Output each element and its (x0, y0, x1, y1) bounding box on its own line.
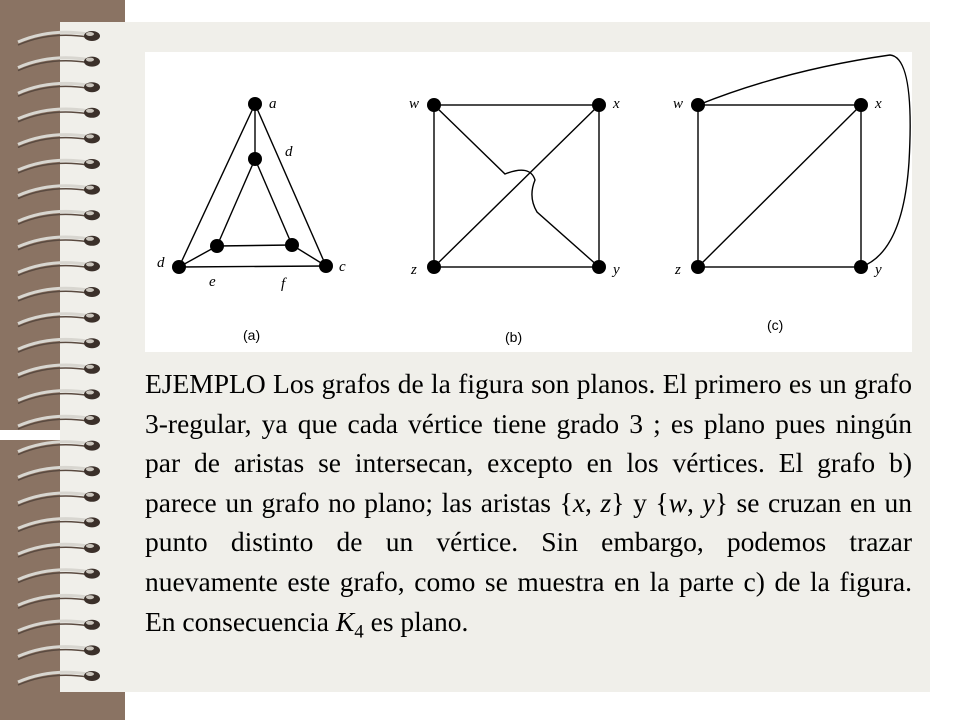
graph-a-caption: (a) (243, 327, 261, 343)
graph-c-vertex (691, 98, 705, 112)
caption-mid: } y { (611, 486, 669, 518)
spiral-ring (18, 441, 100, 455)
graph-a-vertex (248, 97, 262, 111)
spiral-ring (18, 108, 100, 122)
graph-a-vertex (210, 239, 224, 253)
spiral-ring (18, 287, 100, 301)
graph-a-vertex (248, 152, 262, 166)
spiral-binding (10, 20, 110, 700)
spiral-ring (18, 338, 100, 352)
caption-comma: , (585, 486, 601, 518)
graph-a-label-f: f (281, 276, 286, 292)
graph-a-label-d: d (157, 255, 165, 271)
spiral-ring (18, 620, 100, 634)
graph-a-label-e: e (209, 274, 216, 290)
graph-b-vertex (592, 260, 606, 274)
spiral-ring (18, 415, 100, 429)
graph-c (698, 55, 910, 267)
spiral-ring (18, 261, 100, 275)
graph-c-vertex (854, 98, 868, 112)
spiral-ring (18, 543, 100, 557)
graph-b-vertex (427, 260, 441, 274)
graph-c-edge-zx (698, 105, 861, 267)
var-w: w (668, 486, 687, 518)
graph-a-vertex (172, 260, 186, 274)
graph-c-caption: (c) (767, 317, 784, 333)
graph-a-label-a: a (269, 96, 277, 112)
spiral-ring (18, 236, 100, 250)
spiral-ring (18, 82, 100, 96)
spiral-ring (18, 185, 100, 199)
figure-panel (145, 52, 912, 352)
graph-a (179, 104, 326, 267)
graph-b-caption: (b) (505, 329, 523, 345)
graph-c-label-x: x (875, 96, 882, 112)
spiral-ring (18, 389, 100, 403)
spiral-ring (18, 57, 100, 71)
graph-c-label-w: w (673, 96, 684, 112)
spiral-ring (18, 313, 100, 327)
caption-comma: , (686, 486, 703, 518)
graph-c-vertex (854, 260, 868, 274)
caption-part-2: } se cruzan en un punto distinto de un vértice. Sin embargo, podemos trazar nuevamente este grafo, como se muestra en la parte c) de la figura. En consecuencia (145, 486, 913, 637)
spiral-ring (18, 31, 100, 45)
graph-a-label-c: c (339, 259, 346, 275)
graph-c-label-y: y (875, 262, 882, 278)
graph-a-edge (255, 159, 292, 245)
graph-b-vertex (592, 98, 606, 112)
spiral-ring (18, 645, 100, 659)
spiral-ring (18, 466, 100, 480)
graph-a-edge (217, 245, 292, 246)
var-k: K (335, 605, 355, 637)
graph-b-label-w: w (409, 96, 420, 112)
graph-b-label-y: y (613, 262, 620, 278)
graphs-figure (145, 52, 912, 352)
spiral-ring (18, 364, 100, 378)
spiral-ring (18, 210, 100, 224)
spiral-ring (18, 569, 100, 583)
example-paragraph (145, 364, 912, 641)
spiral-ring (18, 671, 100, 685)
graph-a-vertex (285, 238, 299, 252)
spiral-ring (18, 133, 100, 147)
var-y: y (702, 486, 715, 518)
caption-part-1: EJEMPLO Los grafos de la figura son planos. El primero es un grafo 3-regular, ya que cada vértice tiene grado 3 ; es plano pues ningún par de aristas se intersecan, excepto en los vértices. El grafo b) parece un grafo no plano; las aristas { (145, 368, 912, 518)
spiral-ring (18, 492, 100, 506)
graph-c-vertex (691, 260, 705, 274)
spiral-ring (18, 594, 100, 608)
graph-a-edge (179, 266, 326, 267)
graph-b (434, 105, 599, 267)
var-x: x (572, 486, 586, 518)
spiral-ring (18, 517, 100, 531)
graph-b-vertex (427, 98, 441, 112)
var-z: z (600, 486, 612, 518)
var-k-subscript: 4 (354, 621, 364, 643)
graph-a-label-d-upper: d (285, 144, 293, 160)
graph-b-label-z: z (411, 262, 417, 278)
spiral-ring (18, 159, 100, 173)
graph-c-label-z: z (675, 262, 681, 278)
graph-b-label-x: x (613, 96, 620, 112)
caption-part-3: es plano. (363, 605, 469, 637)
graph-a-vertex (319, 259, 333, 273)
